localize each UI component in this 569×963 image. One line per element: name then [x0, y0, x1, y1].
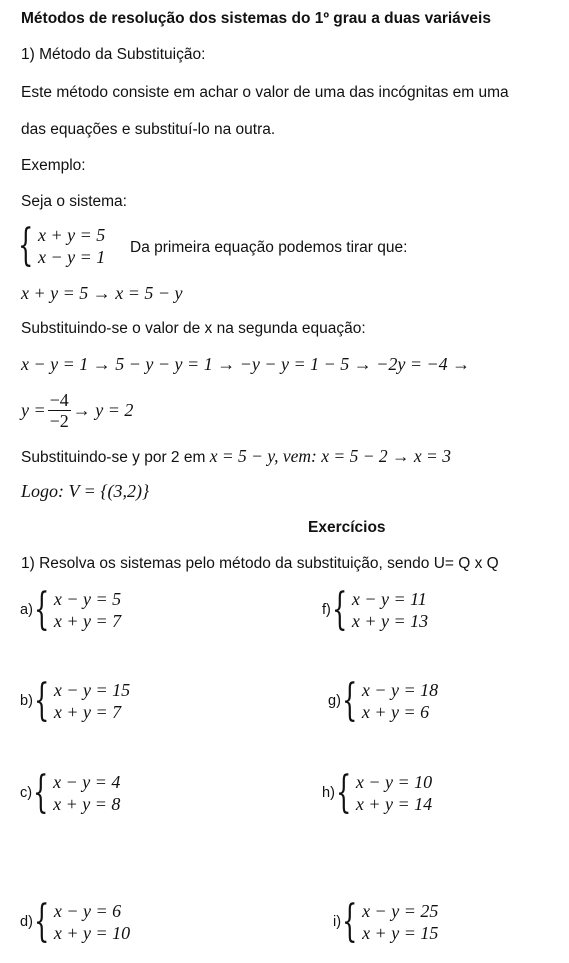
description-line-2: das equações e substituí-lo na outra. — [21, 121, 276, 138]
example-system — [18, 220, 106, 271]
exercise-equation-2: x + y = 10 — [53, 923, 131, 943]
exercise-equation-2: x + y = 7 — [53, 611, 122, 631]
exercise-system — [322, 767, 433, 818]
step-3-equation — [21, 390, 133, 431]
brace-icon: { — [33, 584, 50, 635]
brace-icon: { — [18, 220, 34, 271]
example-equation-2: x − y = 1 — [38, 247, 106, 267]
system-intro: Seja o sistema: — [21, 193, 127, 210]
step-3-right: → y = 2 — [72, 400, 134, 420]
substitute-y-line — [21, 446, 451, 467]
exercise-equation-2: x + y = 7 — [53, 702, 122, 722]
exercise-equation-1: x − y = 5 — [53, 589, 122, 609]
exercise-label: h) — [322, 785, 335, 801]
fraction-numerator: −4 — [49, 390, 69, 410]
fraction-denominator: −2 — [49, 411, 69, 431]
step-3-left: y = — [21, 400, 46, 420]
substitution-text: Substituindo-se o valor de x na segunda equação: — [21, 320, 366, 337]
step-2-equation: x − y = 1 → 5 − y − y = 1 → −y − y = 1 − 5 → −2y = −4 → — [21, 354, 471, 374]
exercise-equation-2: x + y = 15 — [362, 923, 439, 943]
exercise-equation-2: x + y = 13 — [351, 611, 429, 631]
substitute-y-text: Substituindo-se y por 2 em — [21, 449, 206, 466]
exercise-equation-2: x + y = 6 — [361, 702, 430, 722]
exercise-label: a) — [20, 602, 33, 618]
exercise-equation-1: x − y = 18 — [361, 680, 439, 700]
brace-icon: { — [331, 584, 348, 635]
exercise-system — [322, 584, 429, 635]
brace-icon: { — [342, 896, 358, 947]
exercise-label: i) — [333, 914, 342, 930]
exercise-instruction: 1) Resolva os sistemas pelo método da substituição, sendo U= Q x Q — [21, 555, 499, 572]
exercise-system — [333, 896, 439, 947]
document-title: Métodos de resolução dos sistemas do 1º grau a duas variáveis — [21, 10, 491, 27]
brace-icon: { — [341, 675, 358, 726]
exercise-label: b) — [20, 693, 33, 709]
substitute-y-math: x = 5 − y, vem: x = 5 − 2 → x = 3 — [209, 446, 451, 466]
description-line-1: Este método consiste em achar o valor de uma das incógnitas em uma — [21, 84, 509, 101]
fraction — [48, 390, 71, 431]
exercise-equation-1: x − y = 10 — [355, 772, 433, 792]
exercise-label: c) — [20, 785, 33, 801]
example-equation-1: x + y = 5 — [38, 225, 106, 245]
brace-icon: { — [335, 767, 352, 818]
exercises-title: Exercícios — [308, 519, 386, 536]
exercise-label: d) — [20, 914, 33, 930]
brace-icon: { — [33, 896, 50, 947]
exercise-equation-2: x + y = 14 — [355, 794, 433, 814]
step-1-equation: x + y = 5 → x = 5 − y — [21, 283, 183, 303]
exercise-system — [20, 584, 122, 635]
exercise-equation-1: x − y = 11 — [351, 589, 427, 609]
exercise-equation-1: x − y = 4 — [53, 772, 121, 792]
solution-set: Logo: V = {(3,2)} — [21, 481, 150, 501]
exercise-system — [328, 675, 439, 726]
exercise-equation-1: x − y = 25 — [362, 901, 439, 921]
method-heading: 1) Método da Substituição: — [21, 46, 206, 63]
exercise-label: f) — [322, 602, 331, 618]
exercise-equation-1: x − y = 6 — [53, 901, 122, 921]
brace-icon: { — [33, 767, 49, 818]
exercise-label: g) — [328, 693, 341, 709]
brace-icon: { — [33, 675, 50, 726]
exercise-system — [20, 896, 131, 947]
exercise-equation-2: x + y = 8 — [53, 794, 121, 814]
exercise-system — [20, 675, 131, 726]
first-equation-text: Da primeira equação podemos tirar que: — [130, 239, 408, 256]
exercise-system — [20, 767, 121, 818]
example-label: Exemplo: — [21, 157, 86, 174]
exercise-equation-1: x − y = 15 — [53, 680, 131, 700]
